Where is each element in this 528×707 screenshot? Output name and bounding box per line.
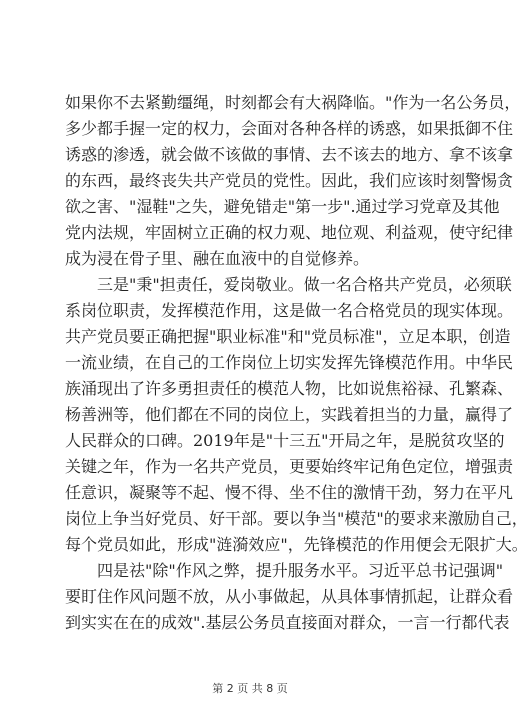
text-line: 一流业绩，在自己的工作岗位上切实发挥先锋模范作用。中华民 <box>65 353 514 372</box>
text-line: 系岗位职责，发挥模范作用，这是做一名合格党员的现实体现。 <box>65 301 514 320</box>
paragraph-first-line: 四是祛"除"作风之弊，提升服务水平。习近平总书记强调" <box>97 561 504 580</box>
document-body <box>65 90 528 636</box>
text-line: 诱惑的渗透，就会做不该做的事情、去不该去的地方、拿不该拿 <box>65 145 514 164</box>
text-line: 关键之年，作为一名共产党员，更要始终牢记角色定位，增强责 <box>65 457 514 476</box>
text-line: 人民群众的口碑。2019年是"十三五"开局之年，是脱贫攻坚的 <box>65 431 505 450</box>
text-line: 的东西，最终丧失共产党员的党性。因此，我们应该时刻警惕贪 <box>65 171 514 190</box>
text-line: 到实实在在的成效".基层公务员直接面对群众，一言一行都代表 <box>65 613 510 632</box>
text-line: 如果你不去紧勤缰绳，时刻都会有大祸降临。"作为一名公务员， <box>65 93 521 112</box>
text-line: 每个党员如此，形成"涟漪效应"，先锋模范的作用便会无限扩大。 <box>65 535 528 554</box>
text-line: 欲之害、"湿鞋"之失，避免错走"第一步".通过学习党章及其他 <box>65 197 500 216</box>
text-line: 共产党员要正确把握"职业标准"和"党员标准"，立足本职，创造 <box>65 327 511 346</box>
text-line: 岗位上争当好党员、好干部。要以争当"模范"的要求来激励自己， <box>65 509 528 528</box>
paragraph-first-line: 三是"秉"担责任，爱岗敬业。做一名合格共产党员，必须联 <box>97 275 512 294</box>
text-line: 多少都手握一定的权力，会面对各种各样的诱惑，如果抵御不住 <box>65 119 514 138</box>
text-line: 党内法规，牢固树立正确的权力观、地位观、利益观，使守纪律 <box>65 223 514 242</box>
page-number-footer: 第 2 页 共 8 页 <box>212 682 288 695</box>
text-line: 族涌现出了许多勇担责任的模范人物，比如说焦裕禄、孔繁森、 <box>65 379 514 398</box>
text-line: 任意识，凝聚等不起、慢不得、坐不住的激情干劲，努力在平凡 <box>65 483 514 502</box>
text-line: 成为浸在骨子里、融在血液中的自觉修养。 <box>65 249 370 268</box>
text-line: 要盯住作风问题不放，从小事做起，从具体事情抓起，让群众看 <box>65 587 514 606</box>
text-line: 杨善洲等，他们都在不同的岗位上，实践着担当的力量，赢得了 <box>65 405 514 424</box>
